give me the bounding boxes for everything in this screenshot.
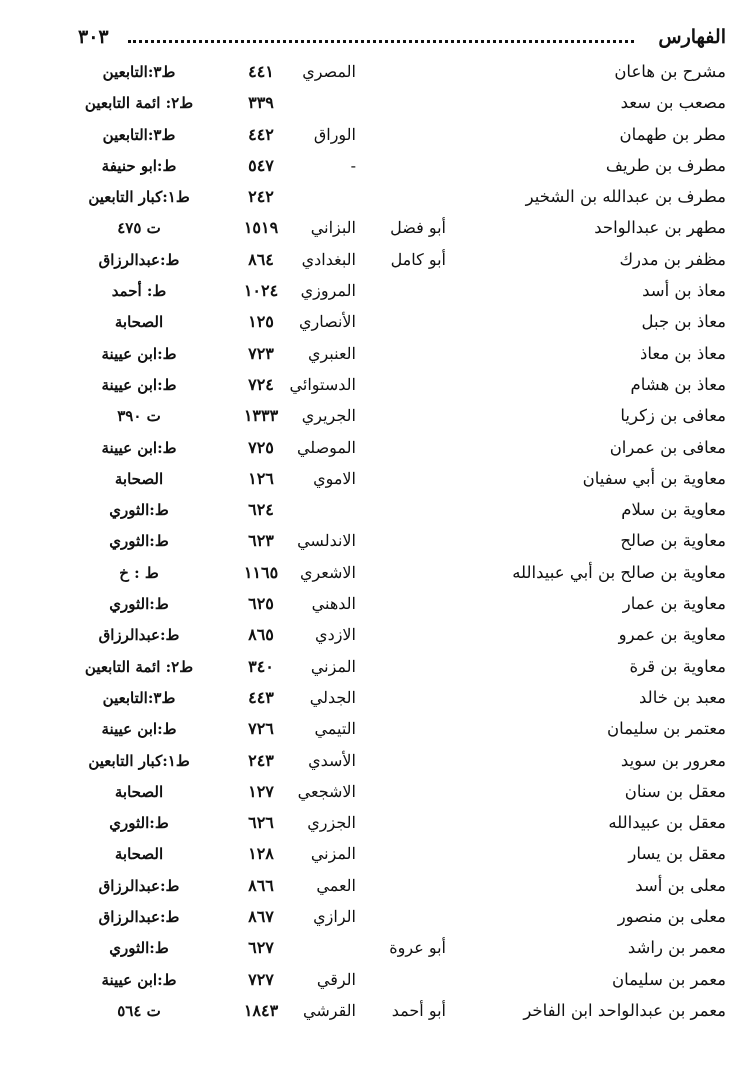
nisba: الازدي	[315, 625, 356, 645]
entry-number: ١٣٣٣	[243, 406, 279, 426]
person-name: معتمر بن سليمان	[606, 719, 726, 739]
kunya: أبو فضل	[390, 218, 446, 238]
table-row	[80, 966, 726, 997]
category: ط:ابن عيينة	[101, 344, 177, 363]
person-name: معافى بن زكريا	[620, 406, 726, 426]
entry-number: ٢٤٢	[248, 187, 274, 207]
person-name: معقل بن عبيدالله	[608, 813, 726, 833]
table-row	[80, 684, 726, 715]
person-name: معمر بن عبدالواحد ابن الفاخر	[523, 1000, 726, 1020]
table-row	[80, 183, 726, 214]
category: الصحابة	[114, 313, 164, 332]
nisba: الدستوائي	[289, 374, 356, 394]
page-number: ٣٠٣	[78, 26, 109, 48]
table-row	[80, 590, 726, 621]
person-name: معاذ بن هشام	[630, 374, 726, 394]
nisba: الجريري	[301, 406, 356, 426]
entry-number: ١٢٧	[248, 781, 274, 801]
nisba: العمي	[316, 875, 356, 895]
nisba: الوراق	[313, 124, 356, 144]
person-name: معقل بن سنان	[624, 781, 726, 801]
entry-number: ٧٢٦	[248, 719, 274, 739]
person-name: معاوية بن عمار	[622, 594, 726, 614]
category: ط١:كبار التابعين	[88, 188, 190, 207]
nisba: المزني	[310, 656, 356, 676]
entry-number: ٥٤٧	[248, 155, 274, 175]
kunya: أبو كامل	[390, 249, 446, 269]
table-row	[80, 997, 726, 1028]
entry-number: ١١٦٥	[243, 562, 279, 582]
category: ط:الثوري	[109, 501, 169, 520]
table-row	[80, 809, 726, 840]
table-row	[80, 559, 726, 590]
category: ط:عبدالرزاق	[98, 626, 180, 645]
person-name: مظفر بن مدرك	[619, 249, 726, 269]
category: ت ٤٧٥	[117, 219, 161, 238]
page-header	[78, 24, 726, 54]
nisba: الاشجعي	[297, 781, 356, 801]
table-row	[80, 621, 726, 652]
entry-number: ٦٢٣	[248, 531, 274, 551]
category: ط٢: ائمة التابعين	[84, 657, 194, 676]
entry-number: ٦٢٥	[248, 594, 274, 614]
table-row	[80, 715, 726, 746]
nisba: الاموي	[313, 468, 356, 488]
entry-number: ٣٤٠	[248, 656, 274, 676]
category: ط:ابن عيينة	[101, 375, 177, 394]
category: ط:الثوري	[109, 532, 169, 551]
category: ط:الثوري	[109, 814, 169, 833]
table-row	[80, 465, 726, 496]
nisba: -	[350, 155, 356, 175]
entry-number: ١٢٨	[248, 844, 274, 864]
category: ط:ابن عيينة	[101, 438, 177, 457]
entry-number: ١٢٥	[248, 312, 274, 332]
entry-number: ٨٦٥	[248, 625, 274, 645]
dot-leader	[128, 40, 634, 43]
person-name: معبد بن خالد	[639, 687, 726, 707]
category: ط : خ	[119, 563, 159, 582]
category: ط:ابو حنيفة	[101, 156, 177, 175]
category: ت ٥٦٤	[117, 1001, 161, 1020]
entry-number: ٨٦٦	[248, 875, 274, 895]
person-name: معافى بن عمران	[609, 437, 726, 457]
category: ط٢: ائمة التابعين	[84, 94, 194, 113]
table-row	[80, 872, 726, 903]
category: الصحابة	[114, 782, 164, 801]
category: ط:عبدالرزاق	[98, 250, 180, 269]
category: ط:عبدالرزاق	[98, 876, 180, 895]
entry-number: ٦٢٧	[248, 938, 274, 958]
table-row	[80, 840, 726, 871]
category: ط٣:التابعين	[102, 125, 176, 144]
person-name: مطرف بن عبدالله بن الشخير	[525, 187, 726, 207]
table-row	[80, 277, 726, 308]
nisba: الجدلي	[309, 687, 356, 707]
category: الصحابة	[114, 469, 164, 488]
table-row	[80, 903, 726, 934]
category: ط:ابن عيينة	[101, 970, 177, 989]
table-row	[80, 653, 726, 684]
person-name: معمر بن سليمان	[611, 969, 726, 989]
person-name: مشرح بن هاعان	[614, 62, 726, 81]
table-row	[80, 214, 726, 245]
entry-number: ٧٢٤	[248, 374, 274, 394]
table-row	[80, 121, 726, 152]
person-name: معاوية بن صالح	[620, 531, 726, 551]
person-name: معاوية بن عمرو	[618, 625, 726, 645]
person-name: معقل بن يسار	[628, 844, 726, 864]
category: ط٣:التابعين	[102, 63, 176, 81]
nisba: التيمي	[314, 719, 356, 739]
table-row	[80, 402, 726, 433]
nisba: الدهني	[311, 594, 356, 614]
nisba: القرشي	[303, 1000, 356, 1020]
entry-number: ٤٤١	[248, 62, 274, 81]
nisba: المصري	[302, 62, 356, 81]
table-row	[80, 496, 726, 527]
person-name: معاوية بن صالح بن أبي عبيدالله	[512, 562, 726, 582]
entry-number: ٤٤٢	[248, 124, 274, 144]
table-row	[80, 246, 726, 277]
entry-number: ٧٢٧	[248, 969, 274, 989]
entry-number: ٨٦٧	[248, 907, 274, 927]
entry-number: ١٢٦	[248, 468, 274, 488]
table-row	[80, 89, 726, 120]
person-name: مصعب بن سعد	[620, 93, 726, 113]
person-name: معاذ بن معاذ	[640, 343, 726, 363]
person-name: معاوية بن قرة	[629, 656, 726, 676]
entry-number: ٦٢٦	[248, 813, 274, 833]
table-row	[80, 778, 726, 809]
nisba: الرقي	[316, 969, 356, 989]
person-name: معاذ بن جبل	[641, 312, 726, 332]
kunya: أبو عروة	[389, 938, 446, 958]
entry-number: ١٠٢٤	[243, 281, 279, 301]
category: الصحابة	[114, 845, 164, 864]
nisba: المروزي	[300, 281, 356, 301]
person-name: معمر بن راشد	[627, 938, 726, 958]
entry-number: ٣٣٩	[248, 93, 274, 113]
table-row	[80, 434, 726, 465]
kunya: أبو أحمد	[391, 1000, 446, 1020]
table-row	[80, 308, 726, 339]
person-name: معرور بن سويد	[620, 750, 726, 770]
table-row	[80, 747, 726, 778]
nisba: البزاني	[310, 218, 356, 238]
nisba: المزني	[310, 844, 356, 864]
nisba: العنبري	[307, 343, 356, 363]
person-name: معاوية بن سلام	[621, 500, 726, 520]
table-row	[80, 340, 726, 371]
entry-number: ٦٢٤	[248, 500, 274, 520]
table-row	[80, 152, 726, 183]
index-table	[80, 58, 726, 1028]
table-row	[80, 527, 726, 558]
entry-number: ٧٢٥	[248, 437, 274, 457]
entry-number: ٧٢٣	[248, 343, 274, 363]
table-row	[80, 371, 726, 402]
category: ط٣:التابعين	[102, 688, 176, 707]
section-title: الفهارس	[658, 26, 726, 48]
table-row	[80, 934, 726, 965]
nisba: البغدادي	[301, 249, 356, 269]
nisba: الأنصاري	[298, 312, 356, 332]
person-name: معلى بن منصور	[617, 907, 726, 927]
nisba: الرازي	[313, 907, 356, 927]
entry-number: ٢٤٣	[248, 750, 274, 770]
category: ط:ابن عيينة	[101, 720, 177, 739]
nisba: الموصلي	[296, 437, 356, 457]
entry-number: ٨٦٤	[248, 249, 274, 269]
category: ط:الثوري	[109, 595, 169, 614]
person-name: مطهر بن عبدالواحد	[594, 218, 726, 238]
category: ط: أحمد	[111, 282, 167, 301]
category: ط:الثوري	[109, 939, 169, 958]
category: ط١:كبار التابعين	[88, 751, 190, 770]
person-name: مطر بن طهمان	[619, 124, 726, 144]
nisba: الأسدي	[308, 750, 356, 770]
person-name: مطرف بن طريف	[605, 155, 726, 175]
category: ت ٣٩٠	[117, 407, 161, 426]
person-name: معاذ بن أسد	[642, 281, 726, 301]
entry-number: ٤٤٣	[248, 687, 274, 707]
nisba: الجزري	[307, 813, 356, 833]
table-row	[80, 58, 726, 89]
nisba: الاشعري	[299, 562, 356, 582]
nisba: الاندلسي	[297, 531, 356, 551]
category: ط:عبدالرزاق	[98, 908, 180, 927]
entry-number: ١٨٤٣	[243, 1000, 279, 1020]
person-name: معلى بن أسد	[635, 875, 726, 895]
person-name: معاوية بن أبي سفيان	[582, 468, 726, 488]
entry-number: ١٥١٩	[243, 218, 279, 238]
